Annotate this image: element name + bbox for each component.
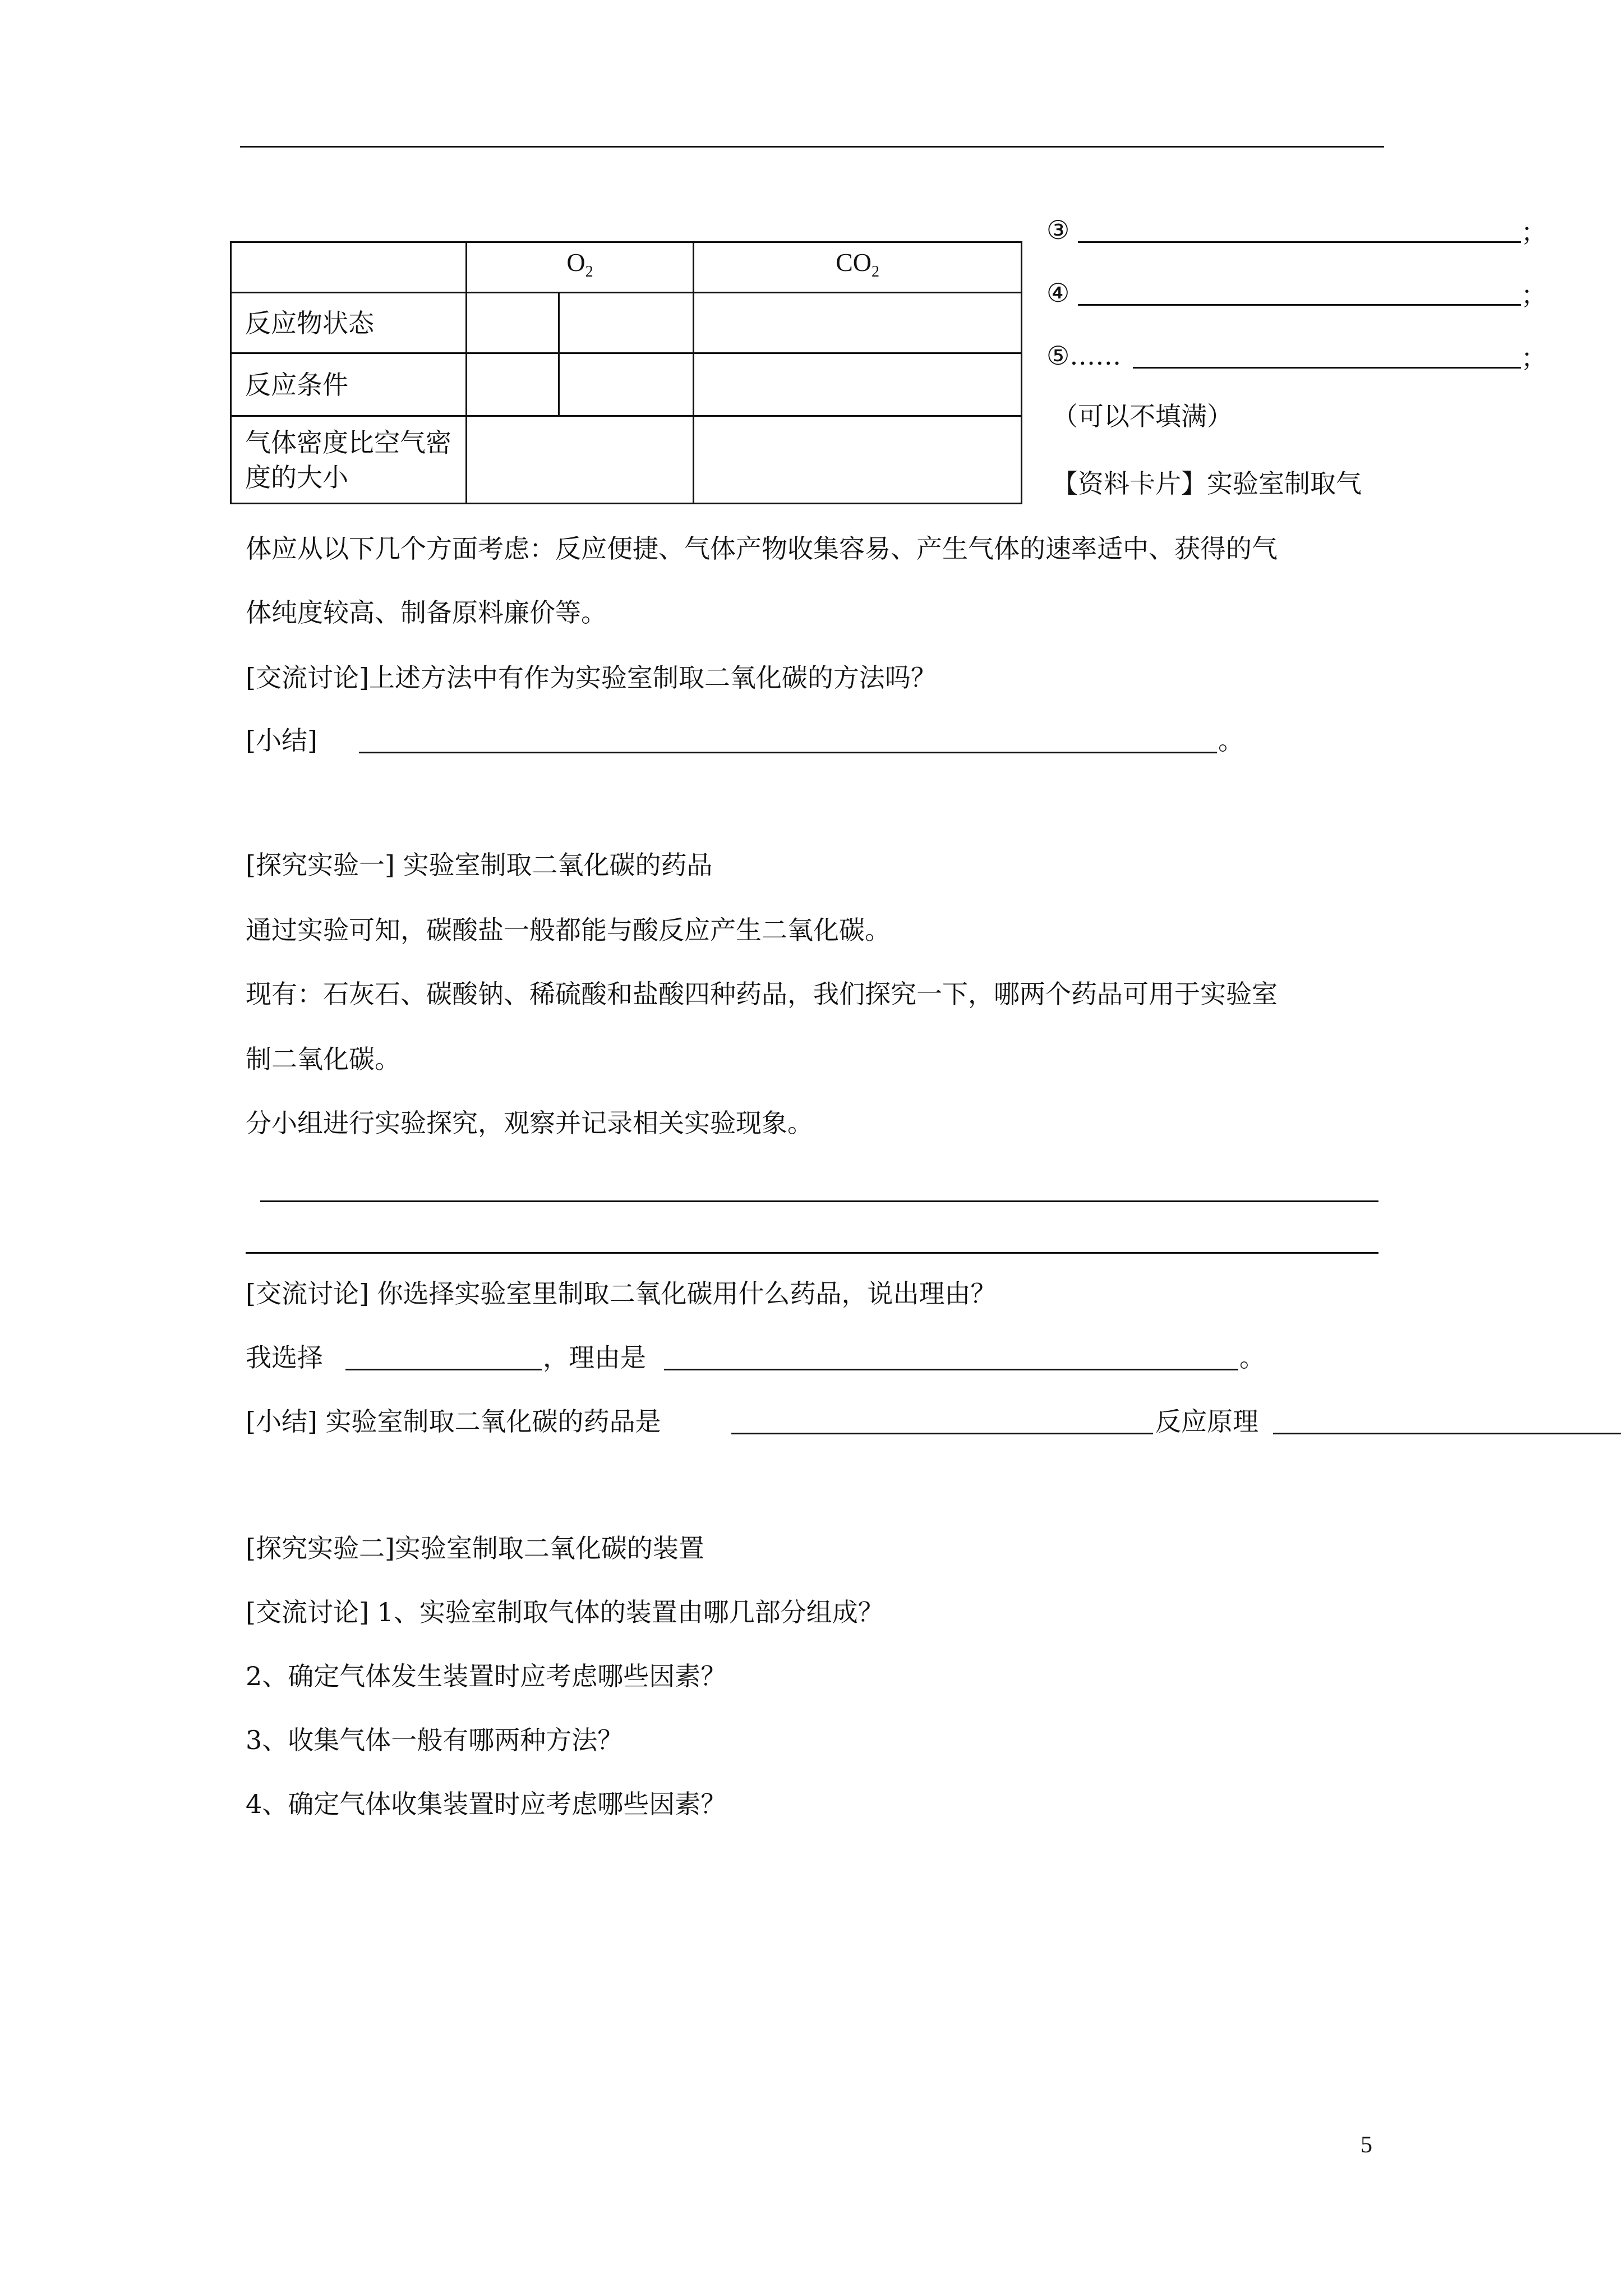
exp-1-para-2b: 制二氧化碳。 [246, 1044, 400, 1074]
exp-1-para-1: 通过实验可知，碳酸盐一般都能与酸反应产生二氧化碳。 [246, 915, 891, 945]
table-cell [467, 416, 694, 504]
table-cell [559, 293, 694, 353]
exp-1-title: [探究实验一] 实验室制取二氧化碳的药品 [246, 850, 713, 880]
table-cell [467, 293, 559, 353]
header-rule [240, 146, 1384, 148]
table-cell [694, 353, 1022, 416]
observation-line-1 [260, 1200, 1378, 1202]
data-card-heading: 【资料卡片】实验室制取气 [1052, 468, 1362, 499]
observation-line-2 [246, 1252, 1378, 1254]
summary-2-reagent-blank [731, 1433, 1153, 1434]
table-cell [694, 416, 1022, 504]
exp-2-question-1: [交流讨论] 1、实验室制取气体的装置由哪几部分组成？ [246, 1597, 884, 1627]
fill-note: （可以不填满） [1052, 401, 1233, 431]
exp-2-title: [探究实验二]实验室制取二氧化碳的装置 [246, 1533, 704, 1563]
comparison-table [230, 241, 1022, 504]
table-row-label: 反应物状态 [231, 293, 467, 353]
summary-2-principle-blank [1273, 1433, 1621, 1434]
exp-1-para-3: 分小组进行实验探究，观察并记录相关实验现象。 [246, 1108, 813, 1138]
reason-blank [664, 1369, 1238, 1370]
table-cell [559, 353, 694, 416]
item-4-marker: ④ [1046, 278, 1070, 308]
item-3-marker: ③ [1046, 215, 1070, 245]
table-header-o2: $O_2$ [467, 242, 694, 293]
item-4-semicolon: ； [1521, 280, 1547, 310]
item-3-blank [1078, 241, 1521, 243]
choose-end: 。 [1239, 1342, 1265, 1373]
exp-2-question-2: 2、确定气体发生装置时应考虑哪些因素？ [246, 1661, 727, 1691]
table-row-label: 气体密度比空气密度的大小 [231, 416, 467, 504]
table-header-co2: $CO_2$ [694, 242, 1022, 293]
item-3-semicolon: ； [1521, 217, 1547, 247]
discussion-2: [交流讨论] 你选择实验室里制取二氧化碳用什么药品，说出理由？ [246, 1278, 997, 1309]
summary-1-label: [小结] [246, 725, 317, 756]
choose-blank [345, 1369, 542, 1370]
item-5-semicolon: ； [1521, 343, 1547, 373]
exp-2-question-3: 3、收集气体一般有哪两种方法？ [246, 1725, 624, 1755]
choose-label: 我选择 [246, 1342, 323, 1373]
page-number: 5 [1361, 2132, 1372, 2158]
summary-1-end: 。 [1218, 725, 1244, 756]
reason-label: ，理由是 [543, 1342, 646, 1373]
data-card-line-2: 体纯度较高、制备原料廉价等。 [246, 597, 607, 628]
item-4-blank [1078, 304, 1521, 306]
table-corner [231, 242, 467, 293]
table-cell [694, 293, 1022, 353]
discussion-1: [交流讨论]上述方法中有作为实验室制取二氧化碳的方法吗？ [246, 662, 937, 693]
item-5-blank [1133, 367, 1521, 369]
exp-1-para-2a: 现有：石灰石、碳酸钠、稀硫酸和盐酸四种药品，我们探究一下，哪两个药品可用于实验室 [246, 979, 1278, 1009]
table-cell [467, 353, 559, 416]
summary-1-blank [359, 752, 1217, 753]
summary-2-label: [小结] 实验室制取二氧化碳的药品是 [246, 1406, 661, 1437]
item-5-marker: ⑤…… [1046, 341, 1122, 371]
summary-2-principle-label: 反应原理 [1155, 1406, 1258, 1437]
table-row-label: 反应条件 [231, 353, 467, 416]
exp-2-question-4: 4、确定气体收集装置时应考虑哪些因素？ [246, 1789, 727, 1819]
data-card-line-1: 体应从以下几个方面考虑：反应便捷、气体产物收集容易、产生气体的速率适中、获得的气 [246, 533, 1278, 564]
